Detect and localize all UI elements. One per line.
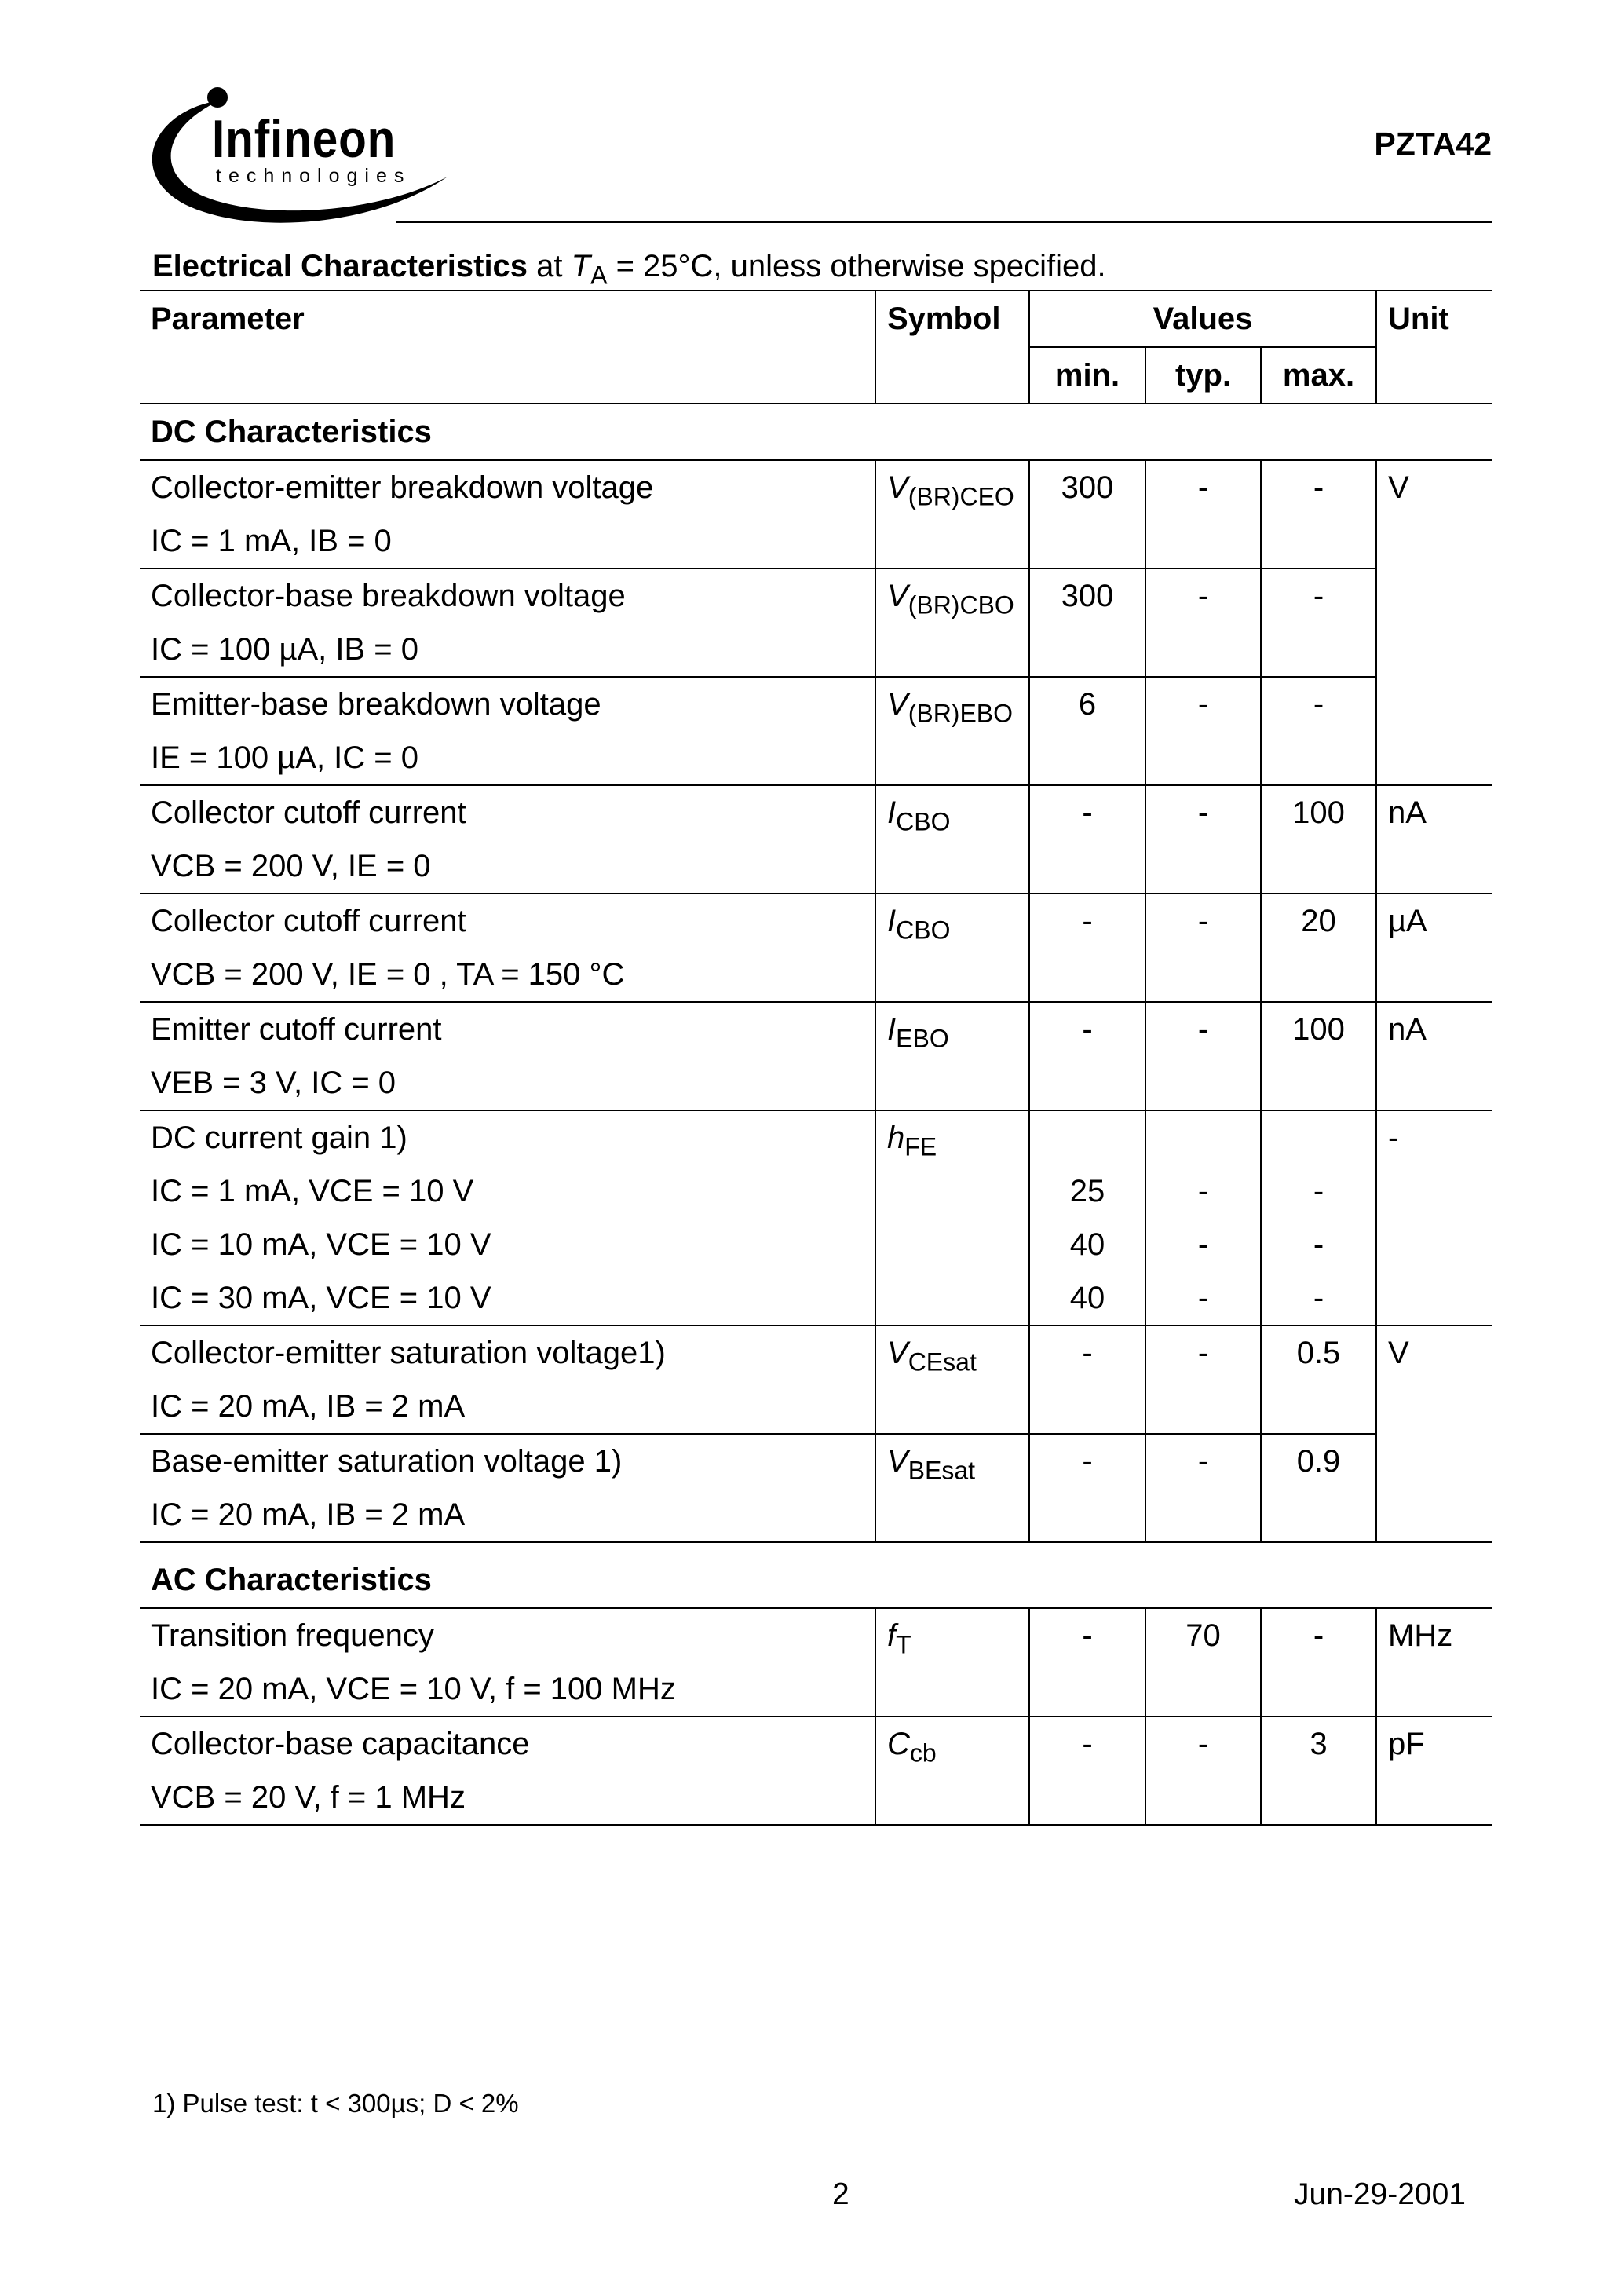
value-max: -: [1313, 470, 1324, 505]
header-rule: [396, 221, 1492, 223]
value-typ: -: [1197, 1227, 1209, 1262]
section-row-dc: [140, 404, 1492, 460]
param-condition: IC = 30 mA, VCE = 10 V: [151, 1281, 491, 1315]
table-row: [140, 1110, 1492, 1325]
param-condition: VCB = 200 V, IE = 0 , TA = 150 °C: [151, 957, 625, 992]
value-max: -: [1313, 579, 1324, 613]
value-min: -: [1082, 795, 1093, 830]
header-max: max.: [1261, 347, 1376, 404]
header-typ: typ.: [1145, 347, 1261, 404]
param-condition: IC = 10 mA, VCE = 10 V: [151, 1227, 491, 1262]
param-symbol: $V_{CEsat}$: [887, 1336, 977, 1377]
param-name: Collector cutoff current: [151, 795, 466, 830]
value-max: -: [1313, 1227, 1324, 1262]
param-symbol: $f_T$: [887, 1618, 911, 1659]
value-typ: -: [1197, 579, 1209, 613]
param-condition: VEB = 3 V, IC = 0: [151, 1066, 396, 1100]
value-min: 300: [1061, 579, 1114, 613]
footnote: 1) Pulse test: t < 300µs; D < 2%: [152, 2089, 519, 2118]
value-min: -: [1082, 1727, 1093, 1761]
param-name: Emitter-base breakdown voltage: [151, 687, 601, 722]
param-name: Collector-emitter saturation voltage1): [151, 1336, 666, 1370]
param-symbol: $C_{cb}$: [887, 1727, 937, 1768]
header-values: Values: [1029, 291, 1376, 347]
value-typ: -: [1197, 1727, 1209, 1761]
value-max: 0.9: [1296, 1444, 1341, 1479]
value-typ: -: [1197, 687, 1209, 722]
value-typ: -: [1197, 795, 1209, 830]
infineon-logo: [137, 79, 451, 236]
value-min: 300: [1061, 470, 1114, 505]
table-row: [140, 785, 1492, 894]
value-max: 3: [1310, 1727, 1328, 1761]
value-min: -: [1082, 1012, 1093, 1047]
param-condition: IC = 1 mA, IB = 0: [151, 524, 392, 558]
param-condition: IC = 1 mA, VCE = 10 V: [151, 1174, 474, 1208]
table-row: [140, 677, 1492, 785]
param-condition: IC = 20 mA, VCE = 10 V, f = 100 MHz: [151, 1672, 676, 1706]
electrical-characteristics-table: [140, 290, 1492, 1826]
value-typ: -: [1197, 1444, 1209, 1479]
value-max: -: [1313, 687, 1324, 722]
value-max: -: [1313, 1618, 1324, 1653]
value-unit: nA: [1388, 795, 1427, 830]
value-unit: V: [1388, 470, 1409, 505]
table-row: [140, 460, 1492, 569]
param-symbol: $h_{FE}$: [887, 1121, 937, 1161]
value-typ: -: [1197, 904, 1209, 938]
value-unit: µA: [1388, 904, 1427, 938]
value-max: 100: [1292, 795, 1345, 830]
section-title-ac: AC Characteristics: [151, 1563, 432, 1597]
param-symbol: $I_{CBO}$: [887, 795, 951, 836]
value-min: 6: [1078, 687, 1097, 722]
param-name: Transition frequency: [151, 1618, 434, 1653]
value-min: 40: [1069, 1281, 1105, 1315]
table-caption: [152, 249, 1106, 290]
table-row: [140, 1002, 1492, 1110]
value-max: 0.5: [1296, 1336, 1341, 1370]
param-condition: VCB = 200 V, IE = 0: [151, 849, 431, 883]
value-min: -: [1082, 1444, 1093, 1479]
param-name: DC current gain 1): [151, 1121, 407, 1155]
param-name: Collector cutoff current: [151, 904, 466, 938]
param-symbol: $V_{(BR)EBO}$: [887, 687, 1014, 728]
param-symbol: $I_{EBO}$: [887, 1012, 949, 1053]
header-parameter: Parameter: [140, 291, 875, 404]
value-max: -: [1313, 1281, 1324, 1315]
section-title-dc: DC Characteristics: [151, 415, 432, 449]
logo-subtitle: technologies: [216, 165, 411, 187]
table-row: [140, 1608, 1492, 1717]
value-typ: -: [1197, 470, 1209, 505]
param-name: Collector-base capacitance: [151, 1727, 530, 1761]
table-row: [140, 894, 1492, 1002]
value-unit: nA: [1388, 1012, 1427, 1047]
param-symbol: $V_{(BR)CEO}$: [887, 470, 1014, 511]
value-typ: -: [1197, 1174, 1209, 1208]
param-name: Collector-base breakdown voltage: [151, 579, 626, 613]
header-unit: Unit: [1376, 291, 1492, 404]
value-unit: MHz: [1388, 1618, 1453, 1653]
param-name: Collector-emitter breakdown voltage: [151, 470, 654, 505]
value-unit: -: [1388, 1121, 1399, 1155]
param-condition: IC = 20 mA, IB = 2 mA: [151, 1389, 466, 1424]
value-typ: -: [1197, 1012, 1209, 1047]
caption-title: Electrical Characteristics: [152, 249, 528, 283]
param-name: Base-emitter saturation voltage 1): [151, 1444, 623, 1479]
value-min: 40: [1069, 1227, 1105, 1262]
document-date: Jun-29-2001: [1294, 2177, 1466, 2211]
table-row: [140, 1717, 1492, 1825]
value-typ: -: [1197, 1336, 1209, 1370]
value-unit: pF: [1388, 1727, 1425, 1761]
value-min: -: [1082, 1618, 1093, 1653]
header-min: min.: [1029, 347, 1145, 404]
value-min: -: [1082, 904, 1093, 938]
value-typ: 70: [1185, 1618, 1221, 1653]
param-condition: IC = 100 µA, IB = 0: [151, 632, 419, 667]
value-min: 25: [1069, 1174, 1105, 1208]
value-max: 100: [1292, 1012, 1345, 1047]
caption-rest: = 25°C, unless otherwise specified.: [616, 249, 1106, 283]
header-symbol: Symbol: [875, 291, 1029, 404]
table-row: [140, 1325, 1492, 1434]
value-unit: V: [1388, 1336, 1409, 1370]
param-symbol: $V_{BEsat}$: [887, 1444, 976, 1485]
header-row: [140, 291, 1492, 347]
param-name: Emitter cutoff current: [151, 1012, 442, 1047]
value-max: -: [1313, 1174, 1324, 1208]
table-row: [140, 1434, 1492, 1542]
table-row: [140, 569, 1492, 677]
param-condition: IE = 100 µA, IC = 0: [151, 740, 419, 775]
value-typ: -: [1197, 1281, 1209, 1315]
value-max: 20: [1301, 904, 1336, 938]
page-number: 2: [832, 2177, 849, 2211]
caption-at: at: [536, 249, 563, 283]
part-number: PZTA42: [1374, 126, 1492, 162]
param-symbol: $V_{(BR)CBO}$: [887, 579, 1014, 620]
param-condition: VCB = 20 V, f = 1 MHz: [151, 1780, 466, 1815]
caption-t-sub: A: [590, 261, 608, 290]
logo-wordmark: Infineon: [212, 109, 396, 169]
value-min: -: [1082, 1336, 1093, 1370]
section-row-ac: [140, 1542, 1492, 1608]
caption-t: T: [571, 249, 591, 283]
param-symbol: $I_{CBO}$: [887, 904, 951, 945]
param-condition: IC = 20 mA, IB = 2 mA: [151, 1497, 466, 1532]
